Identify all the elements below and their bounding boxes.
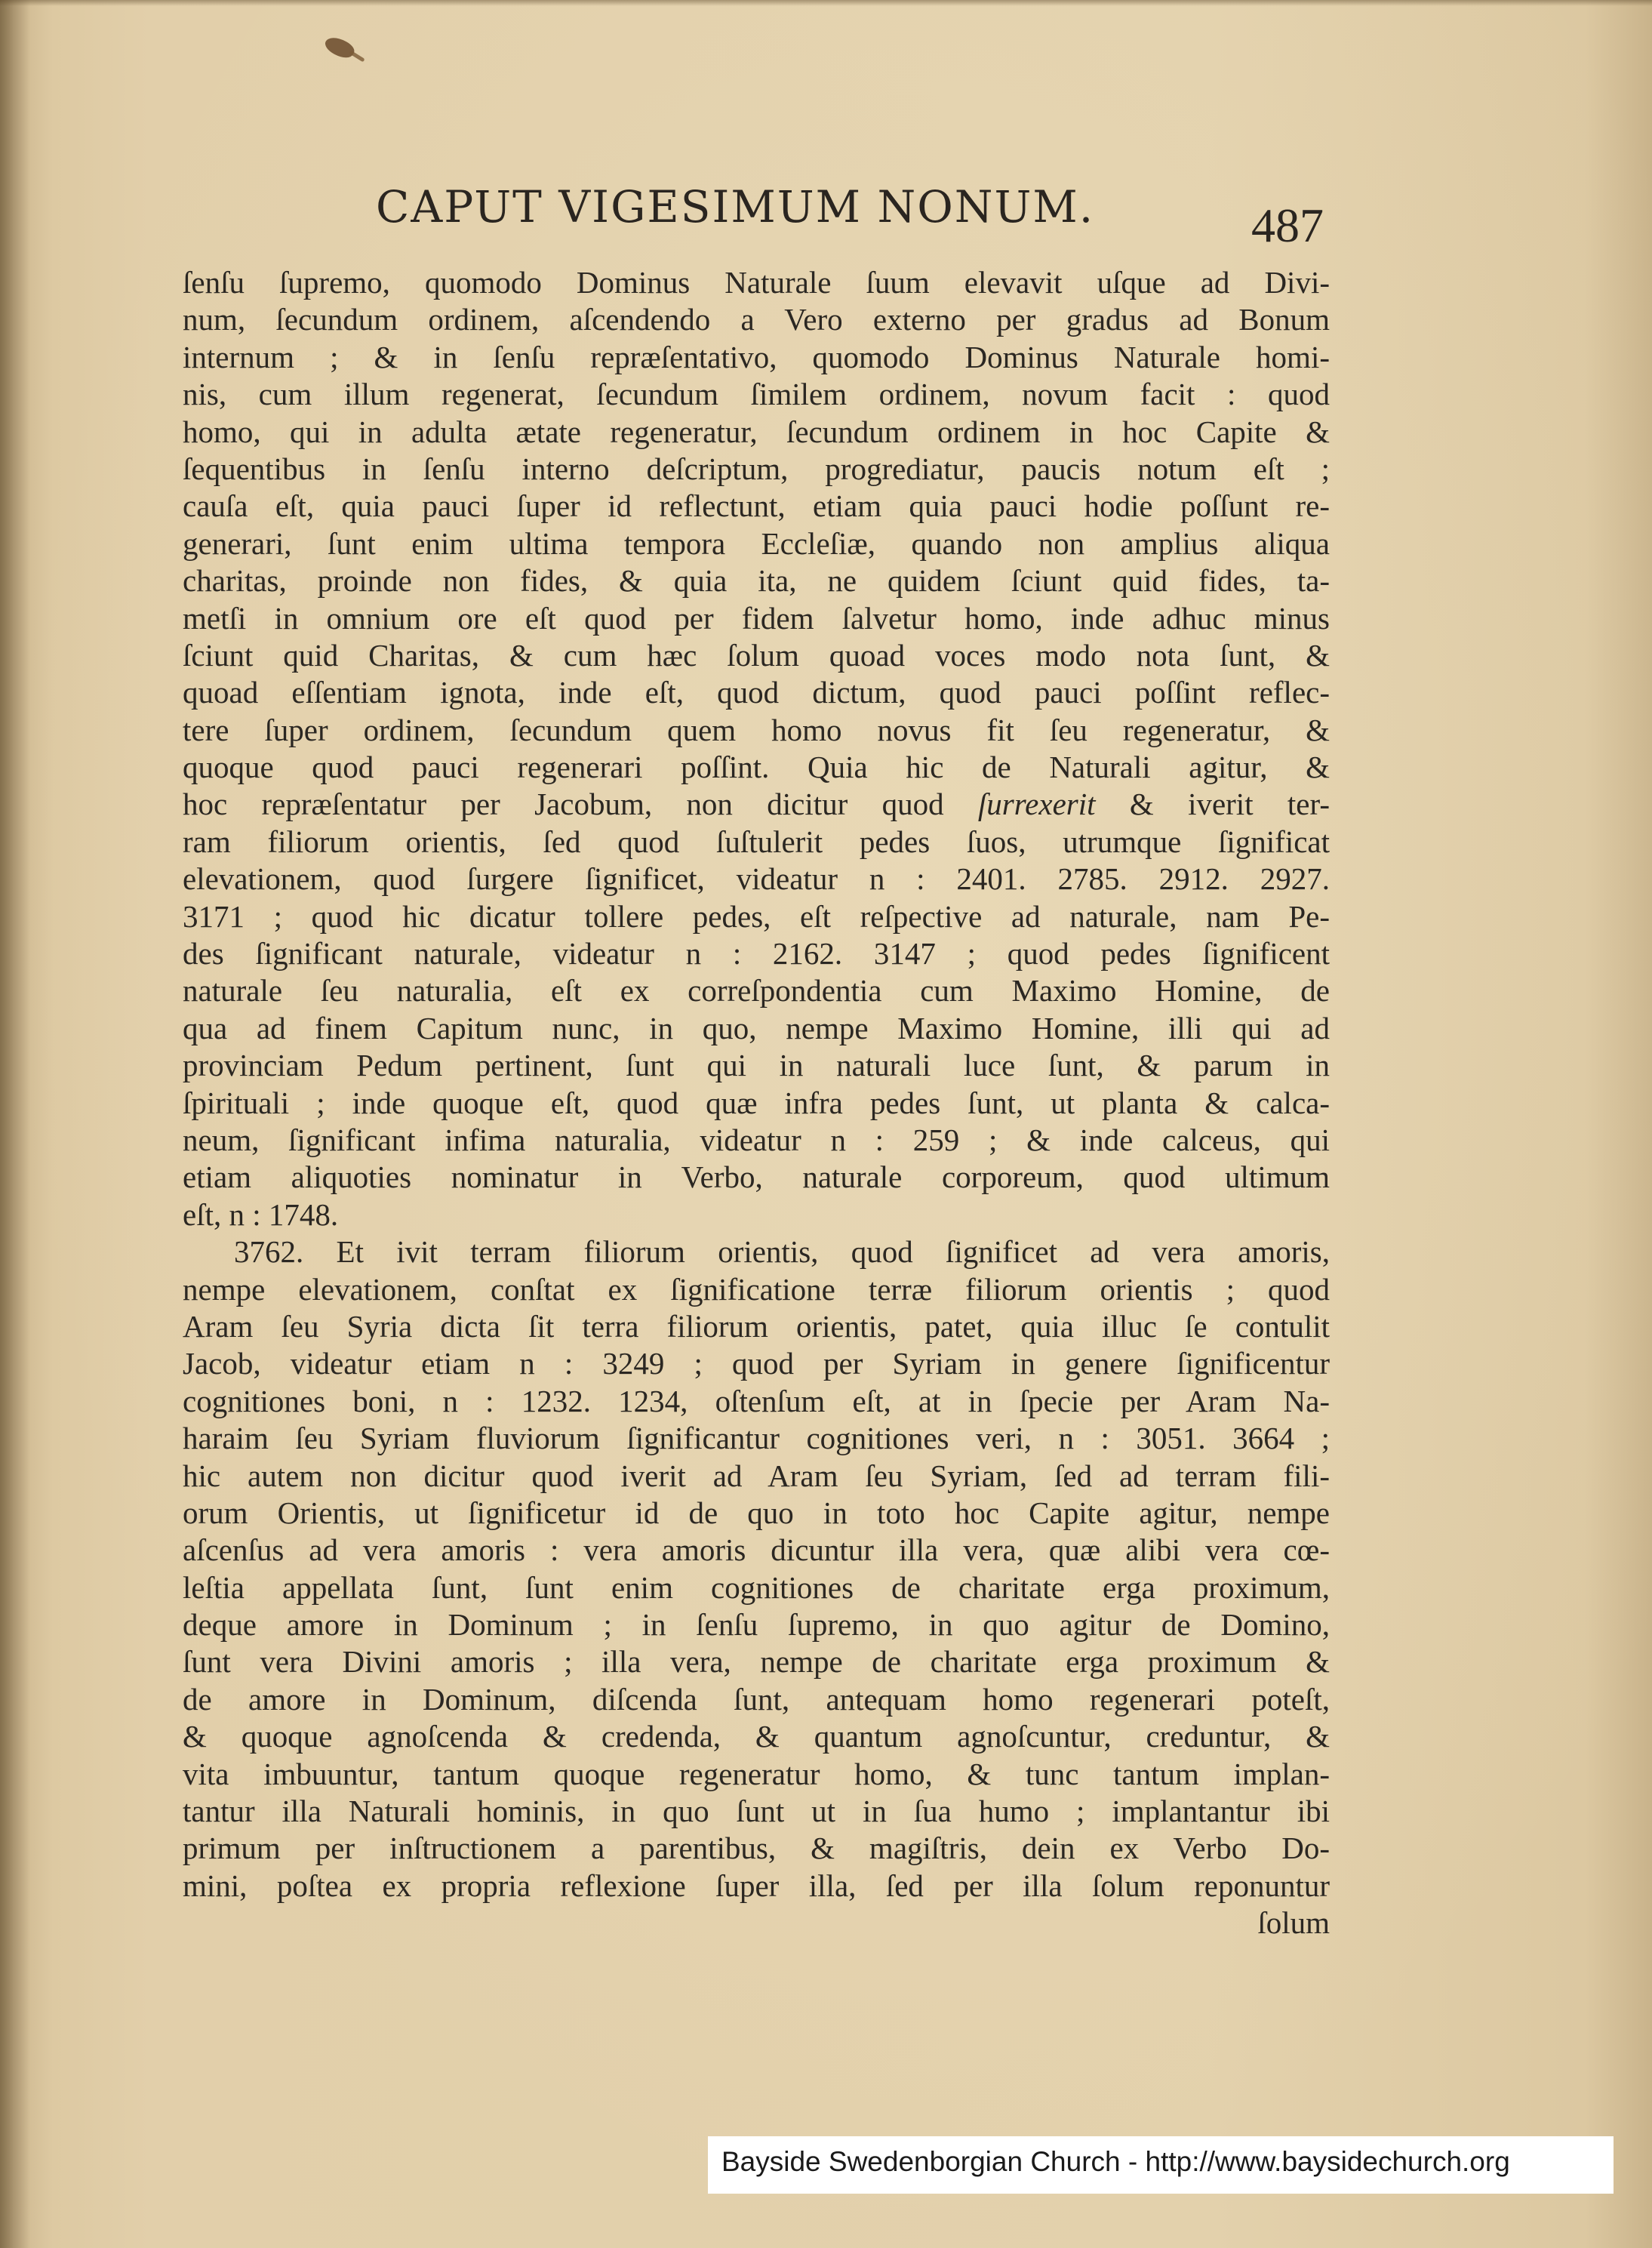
top-edge-shadow (0, 0, 1652, 6)
text-line: num, ſecundum ordinem, aſcendendo a Vero externo per gradus ad Bonum (183, 302, 1330, 337)
text-line: nis, cum illum regenerat, ſecundum ſimilem ordinem, novum facit : quod (183, 377, 1330, 412)
text-line: neum, ſignificant infima naturalia, videatur n : 259 ; & inde calceus, qui (183, 1122, 1330, 1157)
text-line: ſenſu ſupremo, quomodo Dominus Naturale ſuum elevavit uſque ad Divi- (183, 265, 1330, 300)
text-line: mini, poſtea ex propria reflexione ſuper illa, ſed per illa ſolum reponuntur (183, 1868, 1330, 1903)
text-line: homo, qui in adulta ætate regeneratur, ſecundum ordinem in hoc Capite & (183, 414, 1330, 449)
text-line: deque amore in Dominum ; in ſenſu ſupremo, in quo agitur de Domino, (183, 1607, 1330, 1643)
text-line: hic autem non dicitur quod iverit ad Aram ſeu Syriam, ſed ad terram fili- (183, 1458, 1330, 1493)
text-line: aſcenſus ad vera amoris : vera amoris dicuntur illa vera, quæ alibi vera cœ- (183, 1532, 1330, 1568)
text-line: vita imbuuntur, tantum quoque regeneratur homo, & tunc tantum implan- (183, 1756, 1330, 1791)
text-line: internum ; & in ſenſu repræſentativo, quomodo Dominus Naturale homi- (183, 339, 1330, 374)
text-line: orum Orientis, ut ſignificetur id de quo in toto hoc Capite agitur, nempe (183, 1495, 1330, 1530)
text-line: naturale ſeu naturalia, eſt ex correſpondentia cum Maximo Homine, de (183, 973, 1330, 1009)
text-line: ſunt vera Divini amoris ; illa vera, nempe de charitate erga proximum & (183, 1644, 1330, 1680)
text-line: elevationem, quod ſurgere ſignificet, videatur n : 2401. 2785. 2912. 2927. (183, 861, 1330, 897)
ink-stain (322, 33, 357, 62)
gutter-shadow (0, 0, 30, 2248)
text-line: ſciunt quid Charitas, & cum hæc ſolum quoad voces modo nota ſunt, & (183, 637, 1330, 673)
paragraph-start-line: 3762. Et ivit terram filiorum orientis, quod ſignificet ad vera amoris, (234, 1234, 1330, 1270)
running-head: CAPUT VIGESIMUM NONUM. (376, 181, 1095, 232)
text-line: generari, ſunt enim ultima tempora Eccleſiæ, quando non amplius aliqua (183, 525, 1330, 561)
text-line: cauſa eſt, quia pauci ſuper id reflectunt, etiam quia pauci hodie poſſunt re- (183, 488, 1330, 524)
text-line: quoque quod pauci regenerari poſſint. Quia hic de Naturali agitur, & (183, 750, 1330, 785)
body-text (183, 264, 1330, 1942)
text-line: ſequentibus in ſenſu interno deſcriptum, progrediatur, paucis notum eſt ; (183, 451, 1330, 486)
text-line: provinciam Pedum pertinent, ſunt qui in naturali luce ſunt, & parum in (183, 1048, 1330, 1083)
text-line: 3171 ; quod hic dicatur tollere pedes, eſt reſpective ad naturale, nam Pe- (183, 898, 1330, 934)
page-number: 487 (1251, 199, 1324, 252)
text-line: cognitiones boni, n : 1232. 1234, oſtenſum eſt, at in ſpecie per Aram Na- (183, 1383, 1330, 1418)
text-line: de amore in Dominum, diſcenda ſunt, antequam homo regenerari poteſt, (183, 1681, 1330, 1717)
paragraph-end-line: eſt, n : 1748. (183, 1196, 339, 1232)
text-line: primum per inſtructionem a parentibus, & magiſtris, dein ex Verbo Do- (183, 1831, 1330, 1866)
footer-credit: Bayside Swedenborgian Church - http://www.baysidechurch.org (721, 2146, 1510, 2177)
text-line: leſtia appellata ſunt, ſunt enim cognitiones de charitate erga proximum, (183, 1569, 1330, 1605)
text-line-with-italic: hoc repræſentatur per Jacobum, non dicitur quod ſurrexerit & iverit ter- (183, 787, 1330, 822)
text-line: quoad eſſentiam ignota, inde eſt, quod dictum, quod pauci poſſint reflec- (183, 675, 1330, 710)
text-line: tantur illa Naturali hominis, in quo ſunt ut in ſua humo ; implantantur ibi (183, 1794, 1330, 1829)
text-line: tere ſuper ordinem, ſecundum quem homo novus fit ſeu regeneratur, & (183, 712, 1330, 747)
italic-word: ſurrexerit (977, 787, 1096, 822)
text-line: Jacob, videatur etiam n : 3249 ; quod per Syriam in genere ſignificentur (183, 1346, 1330, 1381)
text-line: haraim ſeu Syriam fluviorum ſignificantur cognitiones veri, n : 3051. 3664 ; (183, 1421, 1330, 1456)
catchword: ſolum (1257, 1905, 1330, 1941)
text-line: etiam aliquoties nominatur in Verbo, naturale corporeum, quod ultimum (183, 1159, 1330, 1195)
text-line: Aram ſeu Syria dicta ſit terra filiorum orientis, patet, quia illuc ſe contulit (183, 1308, 1330, 1344)
text-line: nempe elevationem, conſtat ex ſignificatione terræ filiorum orientis ; quod (183, 1271, 1330, 1307)
text-line: metſi in omnium ore eſt quod per fidem ſalvetur homo, inde adhuc minus (183, 600, 1330, 636)
text-line: & quoque agnoſcenda & credenda, & quantum agnoſcuntur, creduntur, & (183, 1719, 1330, 1754)
text-line: ſpirituali ; inde quoque eſt, quod quæ infra pedes ſunt, ut planta & calca- (183, 1085, 1330, 1120)
text-line: qua ad finem Capitum nunc, in quo, nempe Maximo Homine, illi qui ad (183, 1010, 1330, 1045)
text-line: charitas, proinde non fides, & quia ita, ne quidem ſciunt quid fides, ta- (183, 563, 1330, 599)
text-line: ram filiorum orientis, ſed quod ſuſtulerit pedes ſuos, utrumque ſignificat (183, 824, 1330, 859)
text-line: des ſignificant naturale, videatur n : 2162. 3147 ; quod pedes ſignificent (183, 936, 1330, 972)
